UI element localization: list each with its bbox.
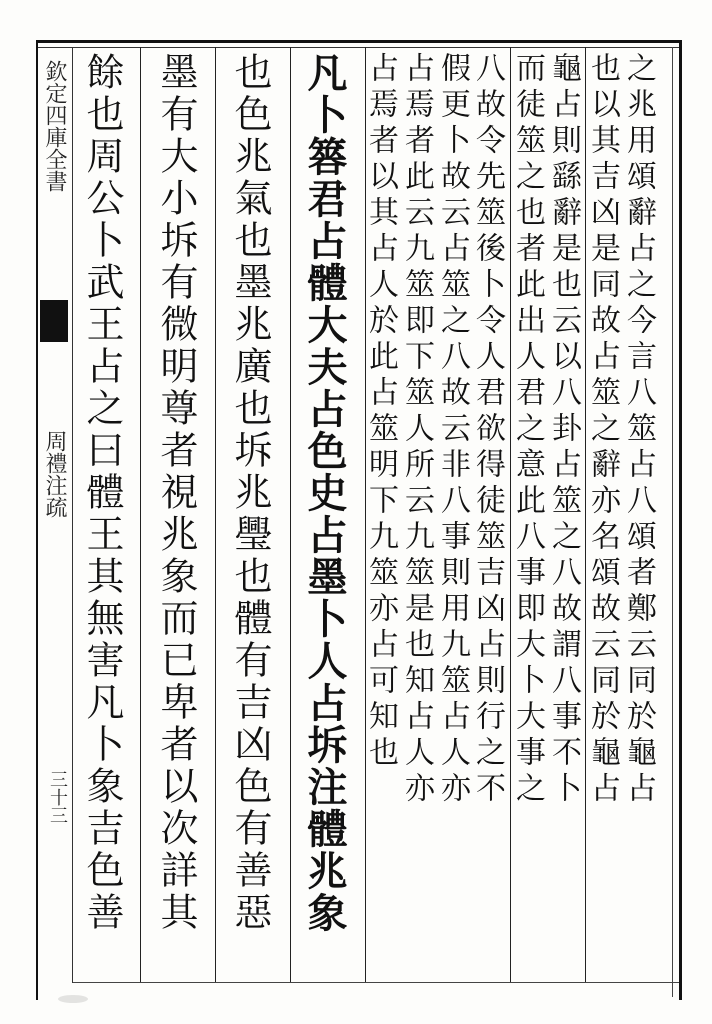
- text-column-1: 之兆用頌辭占之今言八筮占八頌者鄭云同於龜占: [621, 52, 656, 808]
- text-column-5: 八故令先筮後卜令人君欲得徒筮吉凶占則行之不: [470, 52, 505, 808]
- text-column-2: 也以其吉凶是同故占筮之辭亦名頌故云同於龜占: [585, 52, 620, 808]
- paper-stain: [58, 995, 88, 1003]
- text-column-3: 龜占則繇辭是也云以八卦占筮之八故謂八事不卜: [546, 52, 581, 808]
- main-text-column-2: 也色兆氣也墨兆廣也坼兆璺也體有吉凶色有善惡: [228, 52, 272, 934]
- main-text-column-3: 墨有大小坼有微明尊者視兆象而已卑者以次詳其: [154, 52, 198, 934]
- frame-top-border: [36, 40, 682, 43]
- text-column-6: 假更卜故云占筮之八故云非八事則用九筮占人亦: [435, 52, 470, 808]
- page-number: 三十三: [47, 770, 68, 824]
- text-column-4: 而徒筮之也者此出人君之意此八事即大卜大事之: [510, 52, 545, 808]
- book-title: 欽定四庫全書: [42, 60, 67, 192]
- column-rule: [215, 47, 216, 982]
- frame-bottom-border: [72, 982, 679, 983]
- column-rule: [290, 47, 291, 982]
- page-left-edge: [36, 40, 38, 1000]
- frame-right-inner-border: [672, 47, 673, 997]
- margin-divider: [72, 47, 73, 983]
- fishtail-mark: [40, 300, 68, 342]
- main-text-column-4: 餘也周公卜武王占之曰體王其無害凡卜象吉色善: [80, 52, 124, 934]
- column-rule: [140, 47, 141, 982]
- text-column-8: 占焉者以其占人於此占筮明下九筮亦占可知也: [363, 52, 398, 772]
- frame-right-border: [679, 40, 682, 1000]
- main-text-column-1: 凡卜簭君占體大夫占色史占墨卜人占坼注體兆象: [301, 52, 348, 934]
- section-title: 周禮注疏: [42, 430, 67, 518]
- text-column-7: 占焉者此云九筮即下筮人所云九筮是也知占人亦: [399, 52, 434, 808]
